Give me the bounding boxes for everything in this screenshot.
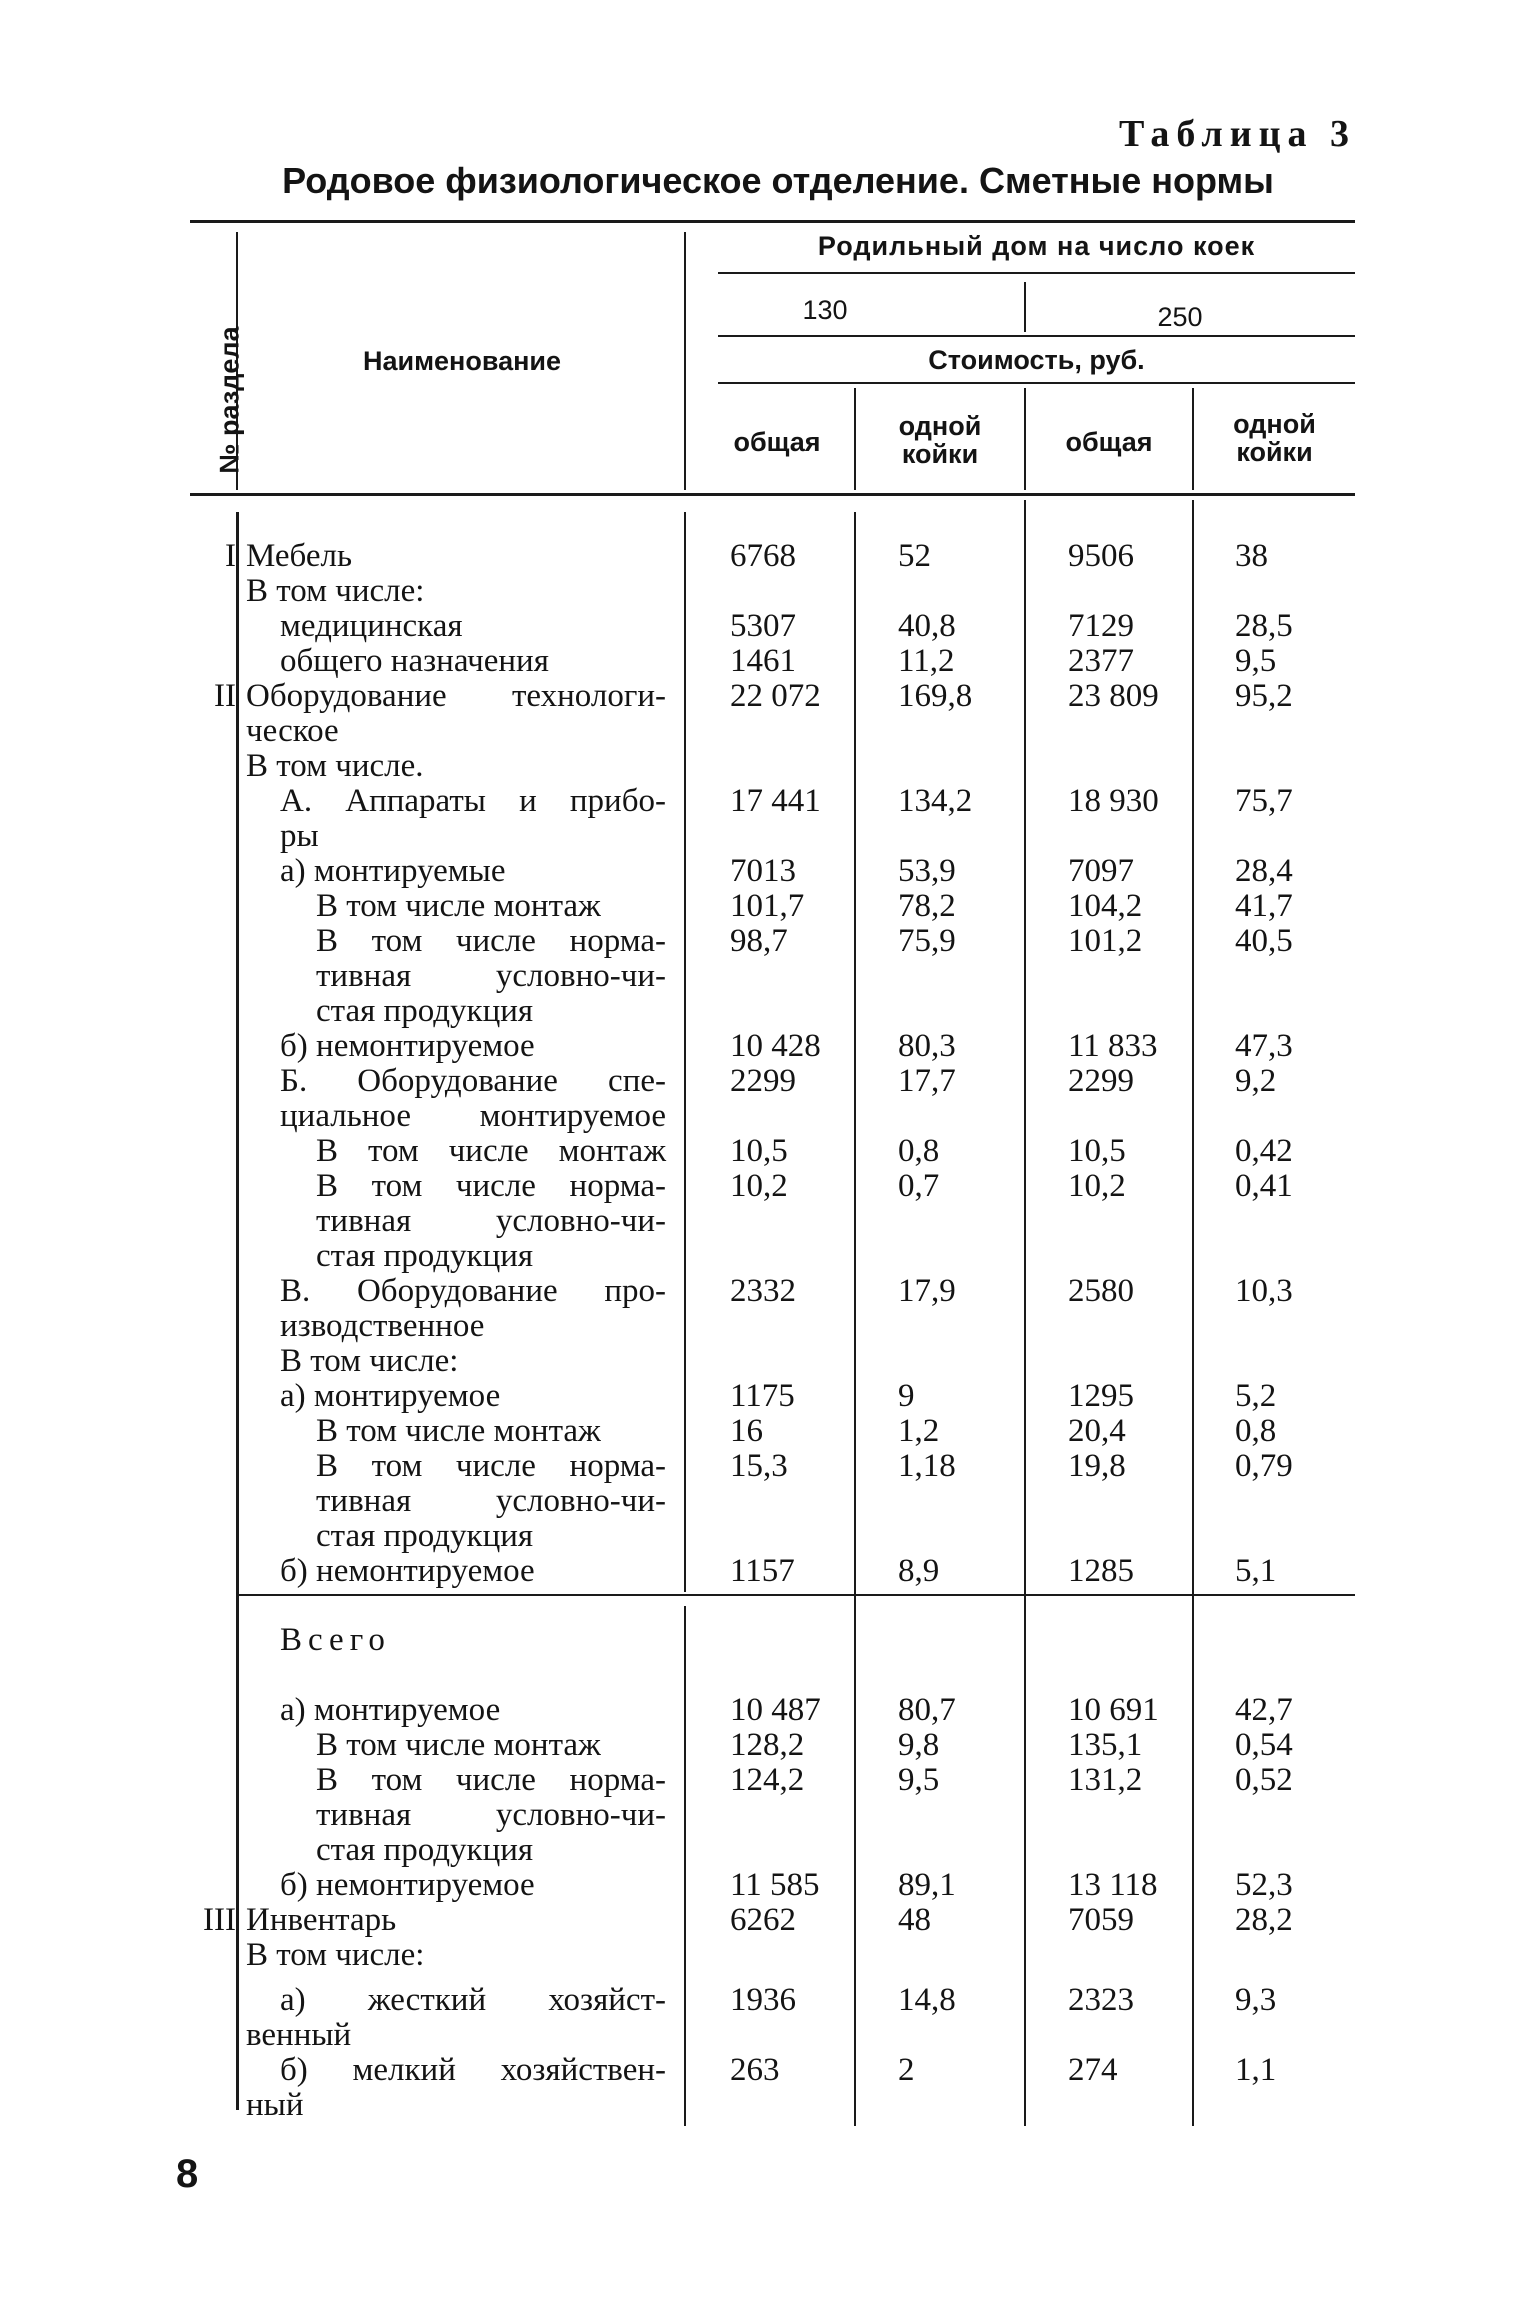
row-name: а) монтируемые [280,853,506,889]
row-col1-total-130: 16 [730,1413,763,1449]
table-row [0,958,1536,994]
row-col3-total-250: 2299 [1068,1063,1134,1099]
row-name: стая продукция [316,1518,534,1554]
header-bottom-rule [190,493,1355,496]
row-col3-total-250: 20,4 [1068,1413,1126,1449]
row-col2-per-bed-130: 53,9 [898,853,956,889]
row-col2-per-bed-130: 169,8 [898,678,973,714]
table-row [0,1413,1536,1449]
table-row [0,713,1536,749]
row-name: Мебель [246,538,353,574]
table-row [0,608,1536,644]
row-col4-per-bed-250: 10,3 [1235,1273,1293,1309]
header-name: Наименование [362,346,562,376]
row-col4-per-bed-250: 1,1 [1235,2052,1277,2088]
row-col4-per-bed-250: 47,3 [1235,1028,1293,1064]
row-col4-per-bed-250: 38 [1235,538,1268,574]
row-name: В том числе монтаж [316,1413,601,1449]
row-name: Оборудование технологи- [246,678,666,714]
table-row [0,1028,1536,1064]
row-col3-total-250: 19,8 [1068,1448,1126,1484]
row-name: б) мелкий хозяйствен- [280,2052,666,2088]
row-name: В том числе монтаж [316,1133,666,1169]
row-name: б) немонтируемое [280,1867,535,1903]
row-col2-per-bed-130: 40,8 [898,608,956,644]
row-col1-total-130: 6262 [730,1902,796,1938]
row-section-number: I [225,538,236,574]
row-name: В том числе: [246,1937,425,1973]
header-rule-cost [718,382,1355,384]
row-name: В том числе: [280,1343,459,1379]
row-name: В том числе монтаж [316,1727,601,1763]
row-col2-per-bed-130: 17,9 [898,1273,956,1309]
table-top-rule [190,220,1355,223]
row-name: ры [280,818,319,854]
header-rule-130-250 [718,335,1355,337]
table-row [0,1448,1536,1484]
row-name: стая продукция [316,1238,534,1274]
row-col3-total-250: 10,2 [1068,1168,1126,1204]
row-name: а) монтируемое [280,1692,501,1728]
table-row [0,2052,1536,2088]
row-col1-total-130: 1157 [730,1553,795,1589]
row-col3-total-250: 10,5 [1068,1133,1126,1169]
row-col3-total-250: 131,2 [1068,1762,1143,1798]
row-col3-total-250: 23 809 [1068,678,1159,714]
row-col4-per-bed-250: 52,3 [1235,1867,1293,1903]
row-col2-per-bed-130: 14,8 [898,1982,956,2018]
table-row [0,888,1536,924]
header-col1-total: общая [733,427,821,457]
table-row [0,1273,1536,1309]
row-name: В том числе монтаж [316,888,601,924]
row-col4-per-bed-250: 40,5 [1235,923,1293,959]
row-col3-total-250: 1295 [1068,1378,1134,1414]
row-col3-total-250: 2323 [1068,1982,1134,2018]
row-col4-per-bed-250: 9,3 [1235,1982,1277,2018]
table-row [0,1982,1536,2018]
row-name: В том числе норма- [316,1168,666,1204]
row-col1-total-130: 10,2 [730,1168,788,1204]
row-name: В. Оборудование про- [280,1273,666,1309]
row-col1-total-130: 101,7 [730,888,805,924]
row-name: тивная условно-чи- [316,958,666,994]
row-col1-total-130: 124,2 [730,1762,805,1798]
row-col2-per-bed-130: 89,1 [898,1867,956,1903]
row-col1-total-130: 98,7 [730,923,788,959]
row-col2-per-bed-130: 80,3 [898,1028,956,1064]
row-col4-per-bed-250: 75,7 [1235,783,1293,819]
row-col2-per-bed-130: 17,7 [898,1063,956,1099]
table-row [0,1343,1536,1379]
row-section-number: III [203,1902,236,1938]
table-row [0,1133,1536,1169]
row-col2-per-bed-130: 75,9 [898,923,956,959]
row-name: ный [246,2087,304,2123]
page-number: 8 [176,2152,199,2196]
row-col4-per-bed-250: 0,42 [1235,1133,1293,1169]
row-col1-total-130: 11 585 [730,1867,820,1903]
row-name: тивная условно-чи- [316,1797,666,1833]
row-name: В том числе норма- [316,1762,666,1798]
row-col2-per-bed-130: 2 [898,2052,915,2088]
row-col4-per-bed-250: 95,2 [1235,678,1293,714]
row-col4-per-bed-250: 28,2 [1235,1902,1293,1938]
row-name: б) немонтируемое [280,1028,535,1064]
header-rule-beds [718,272,1355,274]
header-col2-per-bed-line1: одной [898,411,982,441]
table-row [0,1762,1536,1798]
table-row [0,1238,1536,1274]
row-name: В том числе. [246,748,424,784]
row-col3-total-250: 104,2 [1068,888,1143,924]
row-col4-per-bed-250: 9,2 [1235,1063,1277,1099]
row-col1-total-130: 10 487 [730,1692,821,1728]
row-name: Б. Оборудование спе- [280,1063,666,1099]
row-col1-total-130: 10,5 [730,1133,788,1169]
table-row [0,1867,1536,1903]
row-section-number: II [214,678,236,714]
table-row [0,818,1536,854]
table-row [0,678,1536,714]
header-vline-130-250 [1024,282,1026,332]
header-vline-name [684,232,686,490]
row-col1-total-130: 263 [730,2052,780,2088]
table-row [0,1727,1536,1763]
row-col2-per-bed-130: 8,9 [898,1553,940,1589]
table-row [0,2087,1536,2123]
row-col3-total-250: 10 691 [1068,1692,1159,1728]
row-col1-total-130: 1461 [730,643,796,679]
header-col2-per-bed [856,412,1024,468]
row-col2-per-bed-130: 80,7 [898,1692,956,1728]
row-col3-total-250: 9506 [1068,538,1134,574]
row-col4-per-bed-250: 28,4 [1235,853,1293,889]
table-row [0,1902,1536,1938]
row-name: а) монтируемое [280,1378,501,1414]
row-col3-total-250: 7059 [1068,1902,1134,1938]
header-col4-per-bed [1194,410,1355,466]
row-col2-per-bed-130: 1,2 [898,1413,940,1449]
row-col1-total-130: 7013 [730,853,796,889]
row-col3-total-250: 11 833 [1068,1028,1158,1064]
header-section-number: № раздела [214,326,245,474]
row-col2-per-bed-130: 9 [898,1378,915,1414]
table-row [0,923,1536,959]
row-col1-total-130: 17 441 [730,783,821,819]
row-name: изводственное [280,1308,485,1344]
row-col4-per-bed-250: 41,7 [1235,888,1293,924]
row-col1-total-130: 1175 [730,1378,795,1414]
table-row [0,1203,1536,1239]
row-col1-total-130: 128,2 [730,1727,805,1763]
table-row [0,1378,1536,1414]
row-name: тивная условно-чи- [316,1483,666,1519]
table-title: Родовое физиологическое отделение. Сметные нормы [282,160,1274,201]
header-cost: Стоимость, руб. [928,345,1145,375]
row-name: А. Аппараты и прибо- [280,783,666,819]
table-row [0,1937,1536,1973]
row-name: ческое [246,713,339,749]
row-col4-per-bed-250: 0,54 [1235,1727,1293,1763]
table-row [0,1832,1536,1868]
row-name: общего назначения [280,643,549,679]
table-row [0,1692,1536,1728]
row-col3-total-250: 7129 [1068,608,1134,644]
table-row [0,573,1536,609]
row-name: б) немонтируемое [280,1553,535,1589]
row-col4-per-bed-250: 42,7 [1235,1692,1293,1728]
row-col2-per-bed-130: 48 [898,1902,931,1938]
table-row [0,2017,1536,2053]
row-col4-per-bed-250: 0,52 [1235,1762,1293,1798]
table-row [0,1797,1536,1833]
header-beds-130: 130 [802,295,848,325]
row-col3-total-250: 7097 [1068,853,1134,889]
row-col1-total-130: 6768 [730,538,796,574]
row-col2-per-bed-130: 78,2 [898,888,956,924]
row-col4-per-bed-250: 28,5 [1235,608,1293,644]
table-row [0,783,1536,819]
row-name: В том числе: [246,573,425,609]
row-col3-total-250: 18 930 [1068,783,1159,819]
header-col2-per-bed-line2: койки [901,439,979,469]
row-col2-per-bed-130: 0,8 [898,1133,940,1169]
row-col4-per-bed-250: 0,41 [1235,1168,1293,1204]
header-col4-per-bed-line1: одной [1233,409,1316,439]
table-label: Таблица 3 [1118,113,1356,155]
subtotal-rule [236,1594,1355,1596]
row-col2-per-bed-130: 134,2 [898,783,973,819]
table-row [0,1168,1536,1204]
table-row [0,748,1536,784]
table-row [0,1483,1536,1519]
table-row [0,643,1536,679]
table-row [0,1308,1536,1344]
row-name: В том числе норма- [316,1448,666,1484]
row-col4-per-bed-250: 0,8 [1235,1413,1277,1449]
row-col1-total-130: 22 072 [730,678,821,714]
header-maternity-home: Родильный дом на число коек [817,231,1256,261]
row-col3-total-250: 13 118 [1068,1867,1158,1903]
row-name: тивная условно-чи- [316,1203,666,1239]
table-row [0,1553,1536,1589]
row-col1-total-130: 2332 [730,1273,796,1309]
header-beds-250: 250 [1157,302,1203,332]
row-col3-total-250: 274 [1068,2052,1118,2088]
row-col2-per-bed-130: 9,8 [898,1727,940,1763]
row-col1-total-130: 15,3 [730,1448,788,1484]
row-name: циальное монтируемое [280,1098,666,1134]
row-col1-total-130: 1936 [730,1982,796,2018]
row-name: медицинская [280,608,463,644]
table-row [0,1518,1536,1554]
row-name: стая продукция [316,1832,534,1868]
row-name: Всего [280,1622,391,1658]
row-col3-total-250: 2377 [1068,643,1134,679]
row-col1-total-130: 2299 [730,1063,796,1099]
row-col4-per-bed-250: 5,2 [1235,1378,1277,1414]
row-name: Инвентарь [246,1902,397,1938]
table-row [0,853,1536,889]
table-row [0,993,1536,1029]
row-col3-total-250: 135,1 [1068,1727,1143,1763]
table-row [0,1098,1536,1134]
row-col4-per-bed-250: 5,1 [1235,1553,1277,1589]
header-col3-total: общая [1065,427,1153,457]
row-col2-per-bed-130: 0,7 [898,1168,940,1204]
table-row [0,1622,1536,1658]
row-col3-total-250: 101,2 [1068,923,1143,959]
row-col4-per-bed-250: 9,5 [1235,643,1277,679]
header-col4-per-bed-line2: койки [1236,437,1313,467]
row-col3-total-250: 2580 [1068,1273,1134,1309]
row-col2-per-bed-130: 52 [898,538,931,574]
row-col1-total-130: 5307 [730,608,796,644]
row-name: а) жесткий хозяйст- [280,1982,666,2018]
row-col4-per-bed-250: 0,79 [1235,1448,1293,1484]
row-name: стая продукция [316,993,534,1029]
row-name: венный [246,2017,352,2053]
row-name: В том числе норма- [316,923,666,959]
row-col2-per-bed-130: 9,5 [898,1762,940,1798]
row-col2-per-bed-130: 1,18 [898,1448,956,1484]
row-col3-total-250: 1285 [1068,1553,1134,1589]
table-row [0,1063,1536,1099]
table-row [0,538,1536,574]
row-col1-total-130: 10 428 [730,1028,821,1064]
row-col2-per-bed-130: 11,2 [898,643,955,679]
